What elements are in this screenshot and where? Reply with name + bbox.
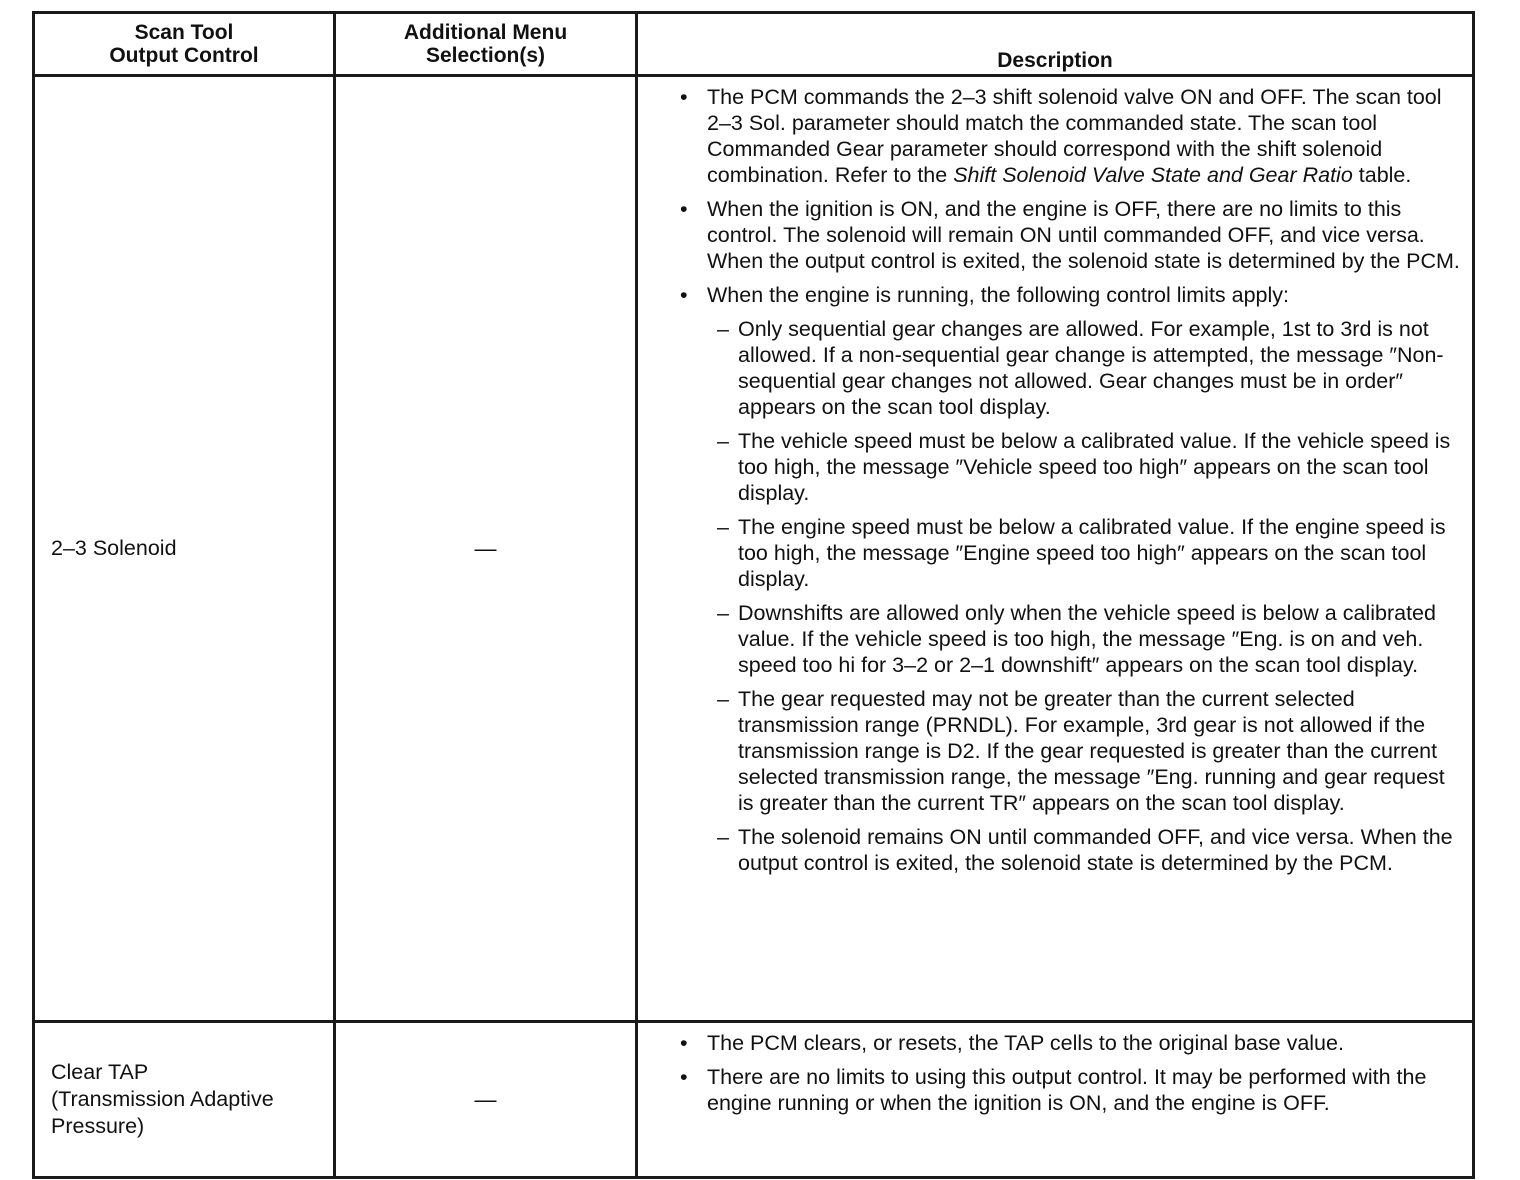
bullet-text: table. bbox=[1352, 163, 1412, 187]
output-line: Clear TAP bbox=[51, 1060, 149, 1084]
dash-item: – Downshifts are allowed only when the vehicle speed is below a calibrated value. If the vehicle speed is too high, the message ″Eng. is on and veh. speed too hi for 3–2 or 2–1 downshift″ appears on the scan tool display. bbox=[707, 600, 1464, 678]
bullet-list bbox=[678, 1030, 1464, 1116]
menu-selection-cell: — bbox=[335, 76, 637, 1022]
dash-list bbox=[707, 316, 1464, 876]
bullet-item: • The PCM clears, or resets, the TAP cells to the original base value. bbox=[678, 1030, 1464, 1056]
output-control-cell bbox=[34, 1022, 335, 1178]
bullet-item: • There are no limits to using this output control. It may be performed with the engine running or when the ignition is ON, and the engine is OFF. bbox=[678, 1064, 1464, 1116]
header-line: Scan Tool bbox=[134, 21, 234, 44]
description-cell bbox=[637, 1022, 1474, 1178]
output-line: (Transmission Adaptive bbox=[51, 1087, 274, 1111]
header-scan-tool-output-control bbox=[34, 13, 335, 76]
bullet-list bbox=[678, 84, 1464, 876]
bullet-item bbox=[678, 84, 1464, 188]
bullet-item: • When the ignition is ON, and the engine is OFF, there are no limits to this control. The solenoid will remain ON until commanded OFF, and vice versa. When the output control is exited, the solenoid state is determined by the PCM. bbox=[678, 196, 1464, 274]
bullet-item bbox=[678, 282, 1464, 876]
header-row bbox=[34, 13, 1474, 76]
header-line: Selection(s) bbox=[425, 44, 546, 67]
bullet-text: The PCM commands the 2–3 shift solenoid valve ON and OFF. The scan tool 2–3 Sol. parameter should match the commanded state. The scan tool Commanded Gear parameter should correspond with the shift solenoid combination. Refer to the bbox=[707, 85, 1442, 187]
dash-item: – The vehicle speed must be below a calibrated value. If the vehicle speed is too high, the message ″Vehicle speed too high″ appears on the scan tool display. bbox=[707, 428, 1464, 506]
dash-item: – The gear requested may not be greater than the current selected transmission range (PRNDL). For example, 3rd gear is not allowed if the transmission range is D2. If the gear requested is greater than the current selected transmission range, the message ″Eng. running and gear request is greater than the current TR″ appears on the scan tool display. bbox=[707, 686, 1464, 816]
header-line: Additional Menu bbox=[403, 21, 568, 44]
dash-item: – Only sequential gear changes are allowed. For example, 1st to 3rd is not allowed. If a non-sequential gear change is attempted, the message ″Non-sequential gear changes not allowed. Gear changes must be in order″ appears on the scan tool display. bbox=[707, 316, 1464, 420]
output-line: Pressure) bbox=[51, 1114, 145, 1138]
dash-item: – The solenoid remains ON until commanded OFF, and vice versa. When the output control is exited, the solenoid state is determined by the PCM. bbox=[707, 824, 1464, 876]
menu-selection-cell: — bbox=[335, 1022, 637, 1178]
header-additional-menu-selections bbox=[335, 13, 637, 76]
table-reference: Shift Solenoid Valve State and Gear Ratio bbox=[953, 163, 1353, 187]
description-cell bbox=[637, 76, 1474, 1022]
header-description: Description bbox=[637, 13, 1474, 76]
output-control-cell: 2–3 Solenoid bbox=[34, 76, 335, 1022]
bullet-text: When the engine is running, the following control limits apply: bbox=[707, 283, 1290, 307]
output-control-table bbox=[32, 11, 1475, 1179]
dash-item: – The engine speed must be below a calibrated value. If the engine speed is too high, the message ″Engine speed too high″ appears on the scan tool display. bbox=[707, 514, 1464, 592]
table-row bbox=[34, 76, 1474, 1022]
header-line: Output Control bbox=[109, 44, 259, 67]
table-row bbox=[34, 1022, 1474, 1178]
